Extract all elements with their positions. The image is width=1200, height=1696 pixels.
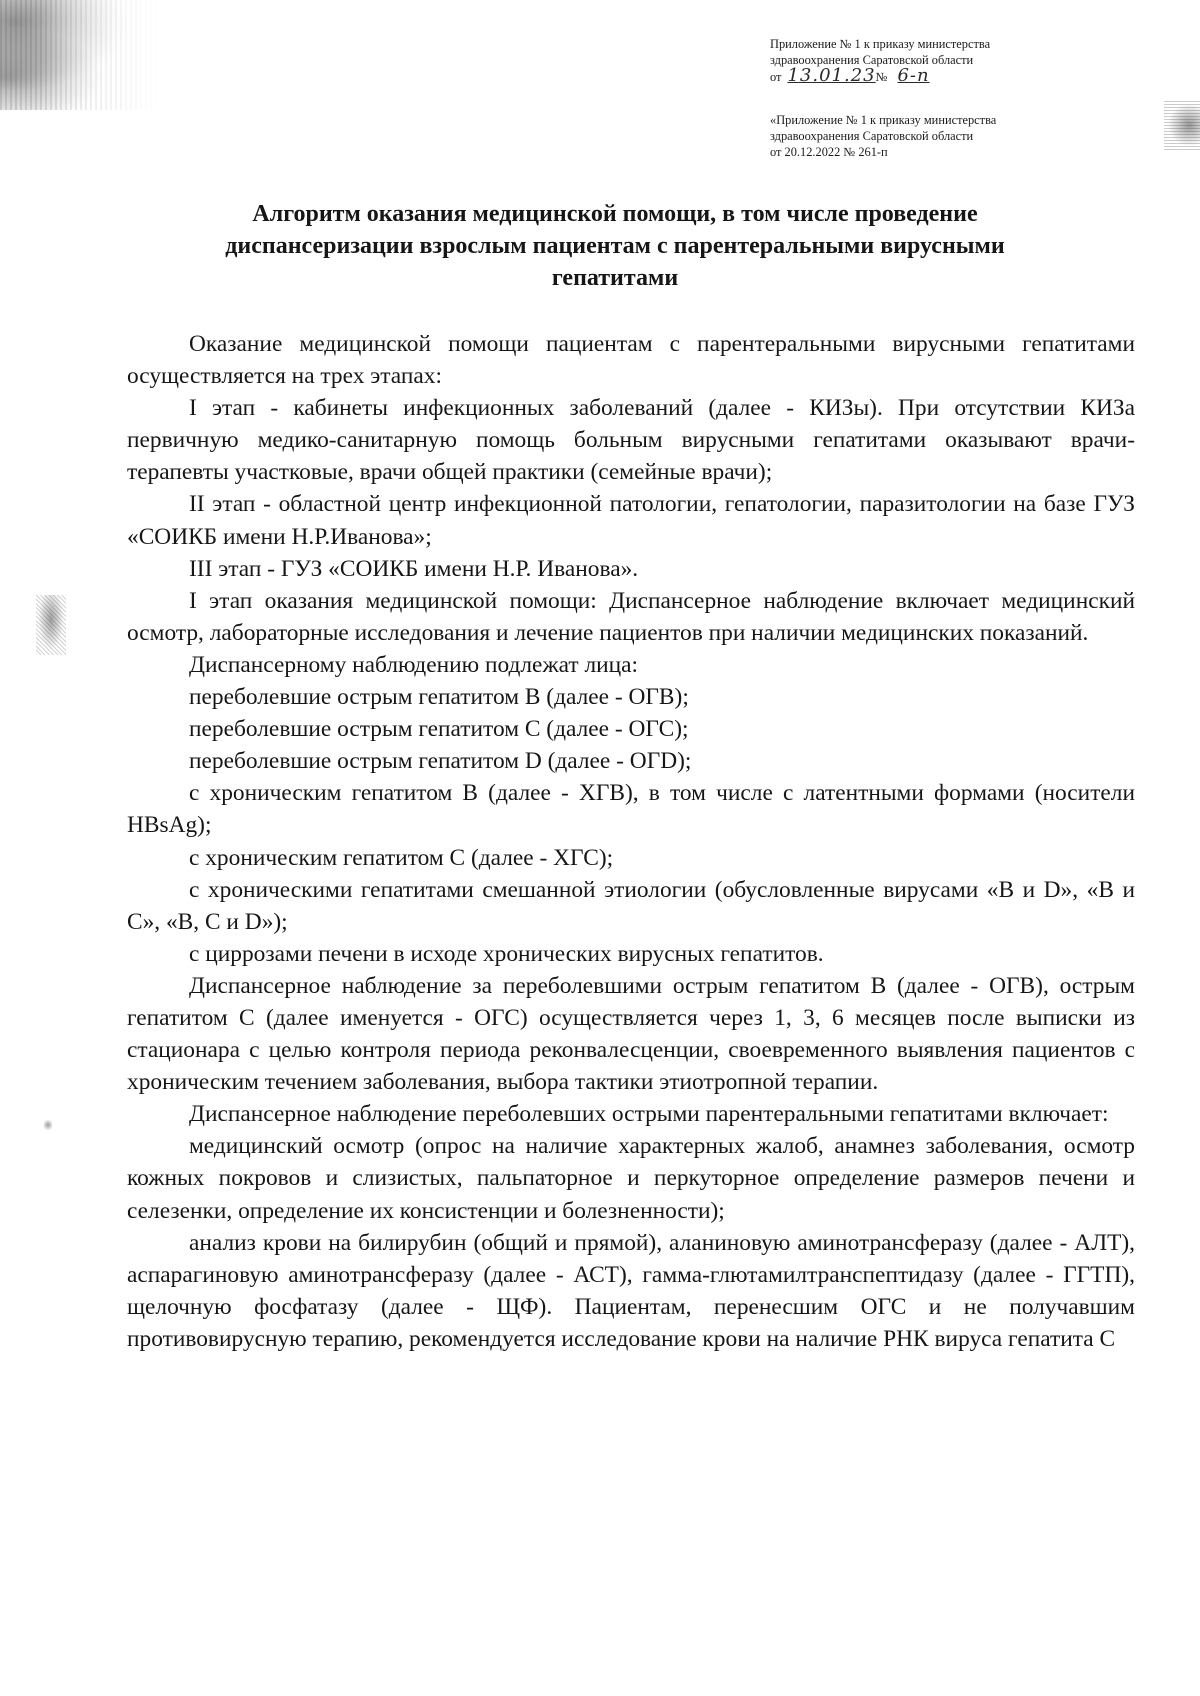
list-item: с хроническим гепатитом В (далее - ХГВ), в том числе с латентными формами (носители HBsAg); (127, 780, 1135, 839)
stage-two-paragraph: II этап - областной центр инфекционной патологии, гепатологии, паразитологии на базе ГУЗ «СОИКБ имени Н.Р.Иванова»; (127, 491, 1135, 550)
title-line: гепатитами (551, 265, 679, 291)
observation-subjects-heading: Диспансерному наблюдению подлежат лица: (189, 651, 639, 678)
list-item: с циррозами печени в исходе хронических вирусных гепатитов. (189, 940, 824, 967)
list-item: с хроническими гепатитами смешанной этиологии (обусловленные вирусами «В и D», «В и С», «В, С и D»); (127, 876, 1135, 935)
stage-three-paragraph: III этап - ГУЗ «СОИКБ имени Н.Р. Иванова». (189, 555, 639, 582)
intro-paragraph: Оказание медицинской помощи пациентам с парентеральными вирусными гепатитами осуществляется на трех этапах: (127, 331, 1135, 390)
observation-schedule-paragraph: Диспансерное наблюдение за переболевшими острым гепатитом В (далее - ОГВ), острым гепатитом С (далее именуется - ОГС) осуществляется через 1, 3, 6 месяцев после выписки из стационара с целью контроля периода реконвалесценции, своевременного выявления пациентов с хроническим течением заболевания, выбора тактики этиотропной терапии. (127, 972, 1135, 1096)
handwritten-date: 13.01.23 (787, 65, 876, 86)
scan-artifact-left-margin (36, 595, 66, 655)
stage-one-paragraph: I этап - кабинеты инфекционных заболеваний (далее - КИЗы). При отсутствии КИЗа первичную медико-санитарную помощь больным вирусными гепатитами оказывают врачи-терапевты участковые, врачи общей практики (семейные врачи); (127, 395, 1135, 486)
appendix-reference-current (770, 36, 1080, 85)
list-item: переболевшие острым гепатитом С (далее - ОГС); (189, 716, 689, 743)
scan-artifact-right-edge (1164, 100, 1200, 150)
list-item: с хроническим гепатитом С (далее - ХГС); (189, 844, 614, 871)
appendix-line: здравоохранения Саратовской области (770, 129, 974, 143)
appendix-date-line (770, 65, 1080, 86)
medical-exam-paragraph: медицинский осмотр (опрос на наличие характерных жалоб, анамнез заболевания, осмотр кожных покровов и слизистых, пальпаторное и перкуторное определение размеров печени и селезенки, определение их консистенции и болезненности); (127, 1133, 1135, 1224)
scan-artifact-top-left (0, 0, 160, 110)
observation-contents-heading: Диспансерное наблюдение переболевших острыми парентеральными гепатитами включает: (189, 1101, 1109, 1128)
scan-artifact-left-dot (44, 1118, 52, 1132)
number-prefix: № (875, 70, 888, 84)
stage-one-care-paragraph: I этап оказания медицинской помощи: Диспансерное наблюдение включает медицинский осмотр, лабораторные исследования и лечение пациентов при наличии медицинских показаний. (127, 587, 1135, 646)
date-prefix: от (770, 70, 782, 84)
document-title (150, 198, 1080, 294)
blood-analysis-paragraph: анализ крови на билирубин (общий и прямой), аланиновую аминотрансферазу (далее - АЛТ), аспарагиновую аминотрансферазу (далее - АСТ), гамма-глютамилтранспептидазу (далее - ГГТП), щелочную фосфатазу (далее - ЩФ). Пациентам, перенесшим ОГС и не получавшим противовирусную терапию, рекомендуется исследование крови на наличие РНК вируса гепатита С (127, 1229, 1135, 1352)
document-body (127, 328, 1135, 1355)
list-item: переболевшие острым гепатитом D (далее - ОГD); (189, 748, 692, 775)
appendix-line: «Приложение № 1 к приказу министерства (770, 113, 997, 127)
appendix-line: Приложение № 1 к приказу министерства (770, 37, 991, 51)
appendix-line: здравоохранения Саратовской области (770, 53, 974, 67)
appendix-reference-previous (770, 112, 1080, 160)
title-line: Алгоритм оказания медицинской помощи, в том числе проведение (252, 201, 978, 227)
title-line: диспансеризации взрослым пациентам с парентеральными вирусными (225, 233, 1005, 259)
handwritten-number: 6-п (897, 65, 930, 86)
appendix-line: от 20.12.2022 № 261-п (770, 145, 888, 159)
list-item: переболевшие острым гепатитом В (далее - ОГВ); (189, 684, 689, 711)
